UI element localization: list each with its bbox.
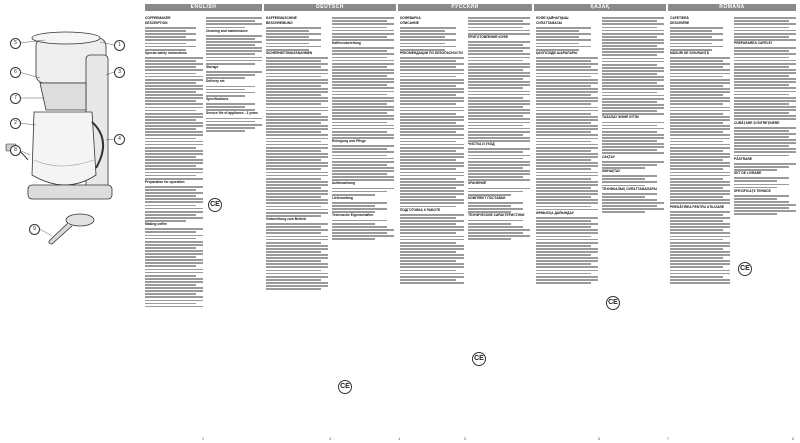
deutsch-cleaning: Reinigung und Pflege	[332, 139, 366, 144]
kazakh-storage: САҚТАУ	[602, 154, 615, 159]
kazakh-section-1: СИПАТТАМАСЫ	[536, 20, 563, 25]
english-delivery-set: Delivery set	[206, 79, 225, 84]
kazakh-column-a	[536, 16, 598, 431]
kazakh-title: КОФЕ ҚАЙНАТҚЫШ	[536, 16, 569, 20]
callout-4: 4	[114, 134, 125, 145]
deutsch-title: KAFFEEMASCHINE	[266, 16, 297, 20]
kazakh-section-3: ЖҰМЫСҚА ДАЙЫНДАУ	[536, 210, 574, 215]
romana-title: CAFETIERĂ	[670, 16, 689, 20]
russian-column-a	[400, 16, 464, 431]
russian-cleaning: ЧИСТКА И УХОД	[468, 142, 495, 147]
russian-delivery: КОМПЛЕКТ ПОСТАВКИ	[468, 195, 506, 200]
deutsch-section-2: SICHERHEITSMASSNAHMEN	[266, 50, 313, 55]
romana-storage: PĂSTRARE	[734, 156, 753, 161]
header-english: ENGLISH	[145, 4, 262, 11]
romana-cleaning: CURĂȚARE ȘI ÎNTREȚINERE	[734, 120, 780, 125]
callout-5: 5	[10, 38, 21, 49]
deutsch-storage: Aufbewahrung	[332, 181, 356, 186]
deutsch-section-3: Vorbereitung zum Betrieb	[266, 216, 307, 221]
kazakh-specs: ТЕХНИКАЛЫҚ СИПАТТАМАЛАРЫ	[602, 186, 657, 191]
callout-8: 8	[10, 145, 21, 156]
page-number: 7	[667, 436, 670, 441]
callout-3: 3	[114, 67, 125, 78]
english-column-a	[145, 16, 203, 431]
ce-mark-russian: CE	[472, 352, 486, 366]
page-number: 5	[464, 436, 467, 441]
romana-coffee: PREPARAREA CAFELEI	[734, 41, 772, 46]
romana-delivery: SET DE LIVRARE	[734, 171, 762, 176]
deutsch-coffee: Kaffeezubereitung	[332, 41, 361, 46]
romana-column-b	[734, 16, 796, 431]
russian-specs: ТЕХНИЧЕСКИЕ ХАРАКТЕРИСТИКИ	[468, 213, 525, 218]
english-section-4: Making coffee	[145, 222, 167, 227]
english-specifications: Specifications	[206, 96, 229, 101]
russian-section-3: ПОДГОТОВКА К РАБОТЕ	[400, 207, 441, 212]
russian-section-1: ОПИСАНИЕ	[400, 20, 419, 25]
english-section-3: Preparation for operation	[145, 179, 185, 184]
header-romana: ROMÂNĂ	[668, 4, 796, 11]
coffeemaker-illustration	[0, 0, 145, 443]
callout-6: 6	[10, 67, 21, 78]
english-service-life: Service life of appliance - 3 years	[206, 111, 258, 116]
russian-section-2: РЕКОМЕНДАЦИИ ПО БЕЗОПАСНОСТИ	[400, 50, 463, 55]
english-cleaning: Cleaning and maintenance	[206, 28, 248, 33]
header-deutsch: DEUTSCH	[264, 4, 396, 11]
page-number: 8	[792, 436, 795, 441]
callout-2: 2	[10, 118, 21, 129]
deutsch-specs: Technische Eigenschaften	[332, 213, 374, 218]
english-storage: Storage	[206, 64, 219, 69]
page-number: 6	[598, 436, 601, 441]
english-column-b	[206, 16, 262, 431]
header-russian: РУССКИЙ	[398, 4, 532, 11]
russian-coffee: ПРИГОТОВЛЕНИЕ КОФЕ	[468, 34, 509, 39]
kazakh-section-2: ҚАУІПСІЗДІК ШАРАЛАРЫ	[536, 50, 578, 55]
deutsch-column-a	[266, 16, 328, 431]
ce-mark-romana: CE	[738, 262, 752, 276]
romana-section-2: MĂSURI DE SIGURANȚĂ	[670, 50, 710, 55]
deutsch-column-b	[332, 16, 394, 431]
callout-7: 7	[10, 93, 21, 104]
deutsch-section-1: BESCHREIBUNG	[266, 20, 293, 25]
english-section-2: Special safety instructions	[145, 50, 187, 55]
header-kazakh: ҚАЗАҚ	[534, 4, 666, 11]
russian-title: КОФЕВАРКА	[400, 16, 421, 20]
english-section-1: DESCRIPTION	[145, 20, 168, 25]
russian-storage: ХРАНЕНИЕ	[468, 181, 487, 186]
kazakh-column-b	[602, 16, 664, 431]
page-number: 4	[398, 436, 401, 441]
ce-mark-deutsch: CE	[338, 380, 352, 394]
russian-column-b	[468, 16, 530, 431]
ce-mark-english: CE	[208, 198, 222, 212]
page-number: 2	[202, 436, 205, 441]
callout-1: 1	[114, 40, 125, 51]
ce-mark-kazakh: CE	[606, 296, 620, 310]
page-number: 3	[329, 436, 332, 441]
callout-9: 9	[29, 224, 40, 235]
english-title: COFFEEMAKER	[145, 16, 171, 20]
romana-section-3: PREGĂTIREA PENTRU UTILIZARE	[670, 204, 725, 209]
kazakh-cleaning: ТАЗАЛАУ ЖӘНЕ КҮТІМ	[602, 115, 639, 120]
romana-specs: SPECIFICAȚII TEHNICE	[734, 188, 771, 193]
romana-column-a	[670, 16, 730, 431]
deutsch-delivery: Lieferumfang	[332, 195, 353, 200]
kazakh-delivery: ЖИНАҚТАУ	[602, 169, 621, 174]
romana-section-1: DESCRIERE	[670, 20, 690, 25]
